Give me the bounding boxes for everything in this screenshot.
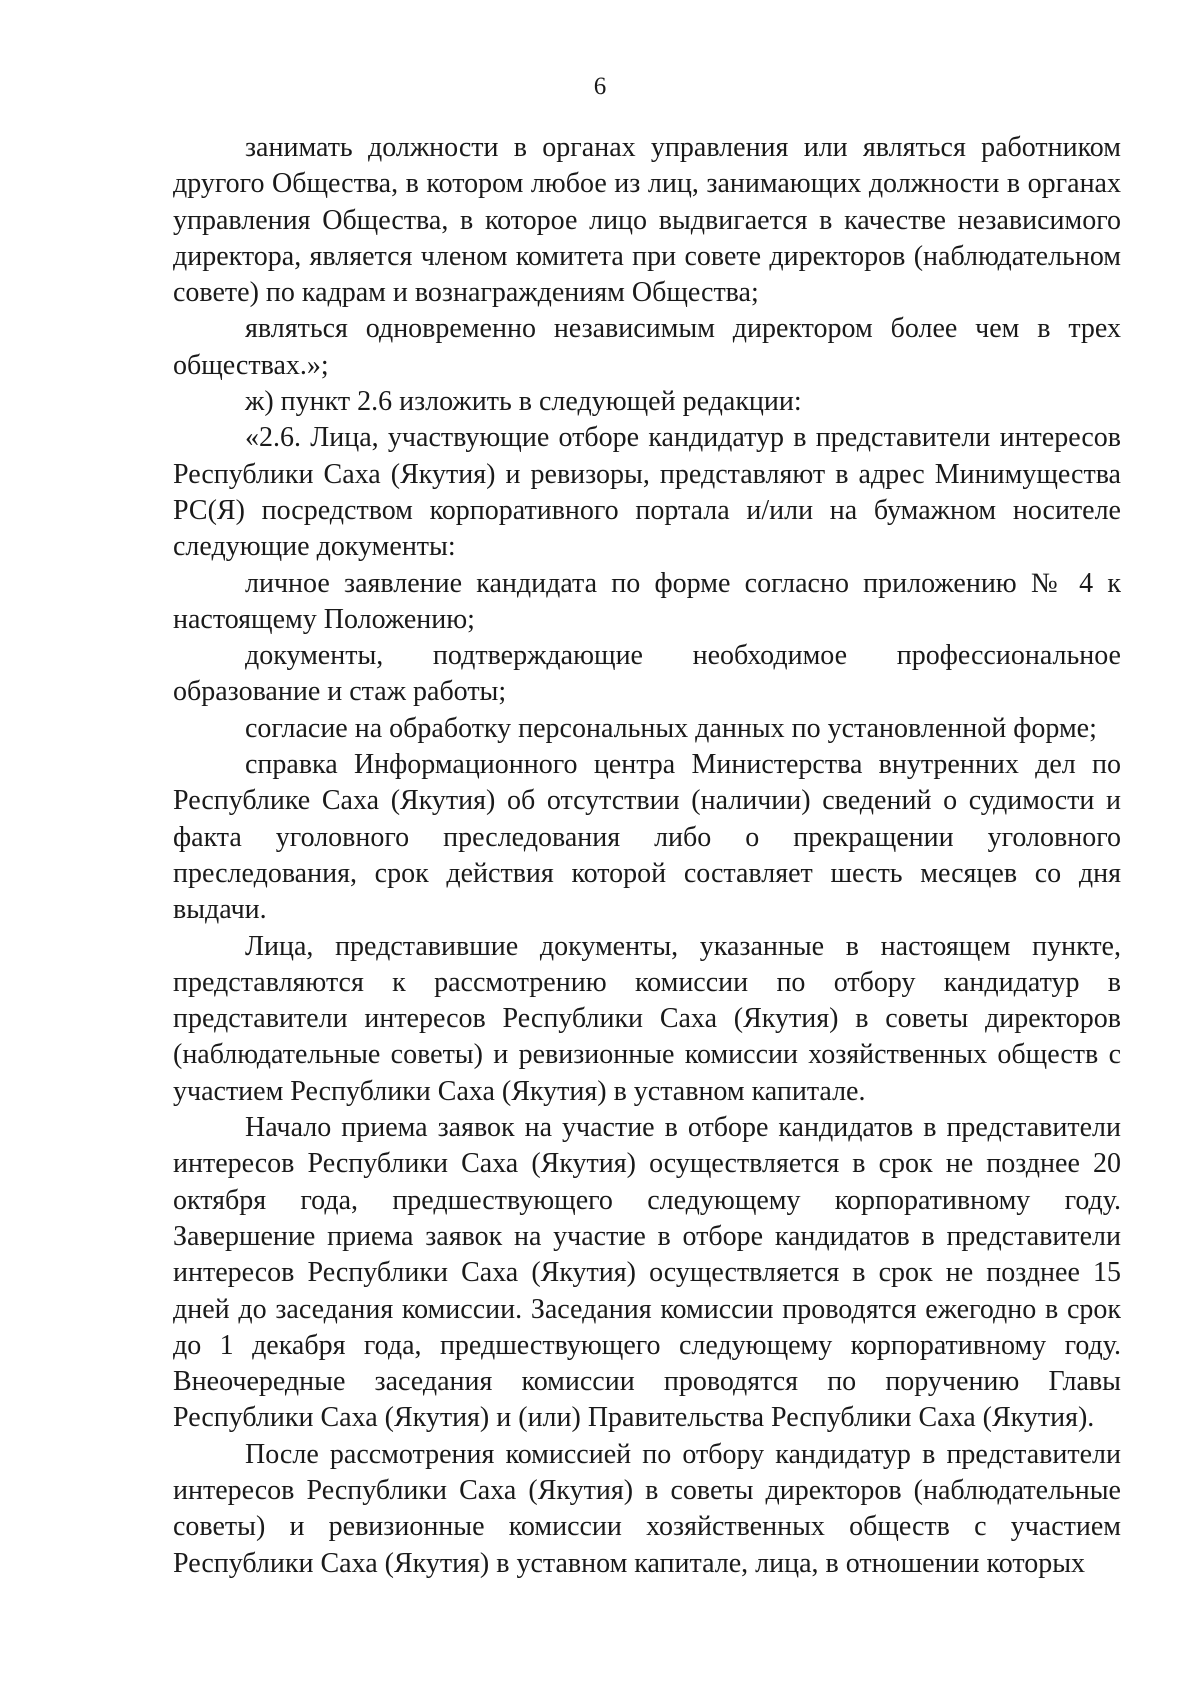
- paragraph-independent-director: являться одновременно независимым директором более чем в трех обществах.»;: [173, 313, 1121, 381]
- paragraph-application-deadlines: Начало приема заявок на участие в отборе кандидатов в представители интересов Республики Саха (Якутия) осуществляется в срок не позднее 20 октября года, предшествующего следующему корпоративному году. Завершение приема заявок на участие в отборе кандидатов в представители интересов Республики Саха (Якутия) осуществляется в срок не позднее 15 дней до заседания комиссии. Заседания комиссии проводятся ежегодно в срок до 1 декабря года, предшествующего следующему корпоративному году. Внеочередные заседания комиссии проводятся по поручению Главы Республики Саха (Якутия) и (или) Правительства Республики Саха (Якутия).: [173, 1112, 1121, 1434]
- paragraph-continuation: занимать должности в органах управления или являться работником другого Общества, в котором любое из лиц, занимающих должности в органах управления Общества, в которое лицо выдвигается в качестве независимого директора, является членом комитета при совете директоров (наблюдательном совете) по кадрам и вознаграждениям Общества;: [173, 132, 1121, 309]
- paragraph-2-6-intro: «2.6. Лица, участвующие отборе кандидатур в представители интересов Республики Саха (Якутия) и ревизоры, представляют в адрес Минимущества РС(Я) посредством корпоративного портала и/или на бумажном носителе следующие документы:: [173, 422, 1121, 563]
- paragraph-after-review: После рассмотрения комиссией по отбору кандидатур в представители интересов Республики Саха (Якутия) в советы директоров (наблюдательные советы) и ревизионные комиссии хозяйственных обществ с участием Республики Саха (Якутия) в уставном капитале, лица, в отношении которых: [173, 1438, 1121, 1579]
- paragraph-commission-review: Лица, представившие документы, указанные в настоящем пункте, представляются к рассмотрению комиссии по отбору кандидатур в представители интересов Республики Саха (Якутия) в советы директоров (наблюдательные советы) и ревизионные комиссии хозяйственных обществ с участием Республики Саха (Якутия) в уставном капитале.: [173, 930, 1121, 1107]
- paragraph-amendment-2-6: ж) пункт 2.6 изложить в следующей редакции:: [245, 386, 802, 418]
- document-body: [173, 130, 1121, 1582]
- paragraph-education-documents: документы, подтверждающие необходимое профессиональное образование и стаж работы;: [173, 640, 1121, 708]
- paragraph-personal-statement: личное заявление кандидата по форме согласно приложению № 4 к настоящему Положению;: [173, 567, 1121, 635]
- page-number: 6: [593, 73, 607, 100]
- paragraph-criminal-record-certificate: справка Информационного центра Министерства внутренних дел по Республике Саха (Якутия) об отсутствии (наличии) сведений о судимости и факта уголовного преследования либо о прекращении уголовного преследования, срок действия которой составляет шесть месяцев со дня выдачи.: [173, 749, 1121, 926]
- paragraph-data-consent: согласие на обработку персональных данных по установленной форме;: [245, 712, 1097, 744]
